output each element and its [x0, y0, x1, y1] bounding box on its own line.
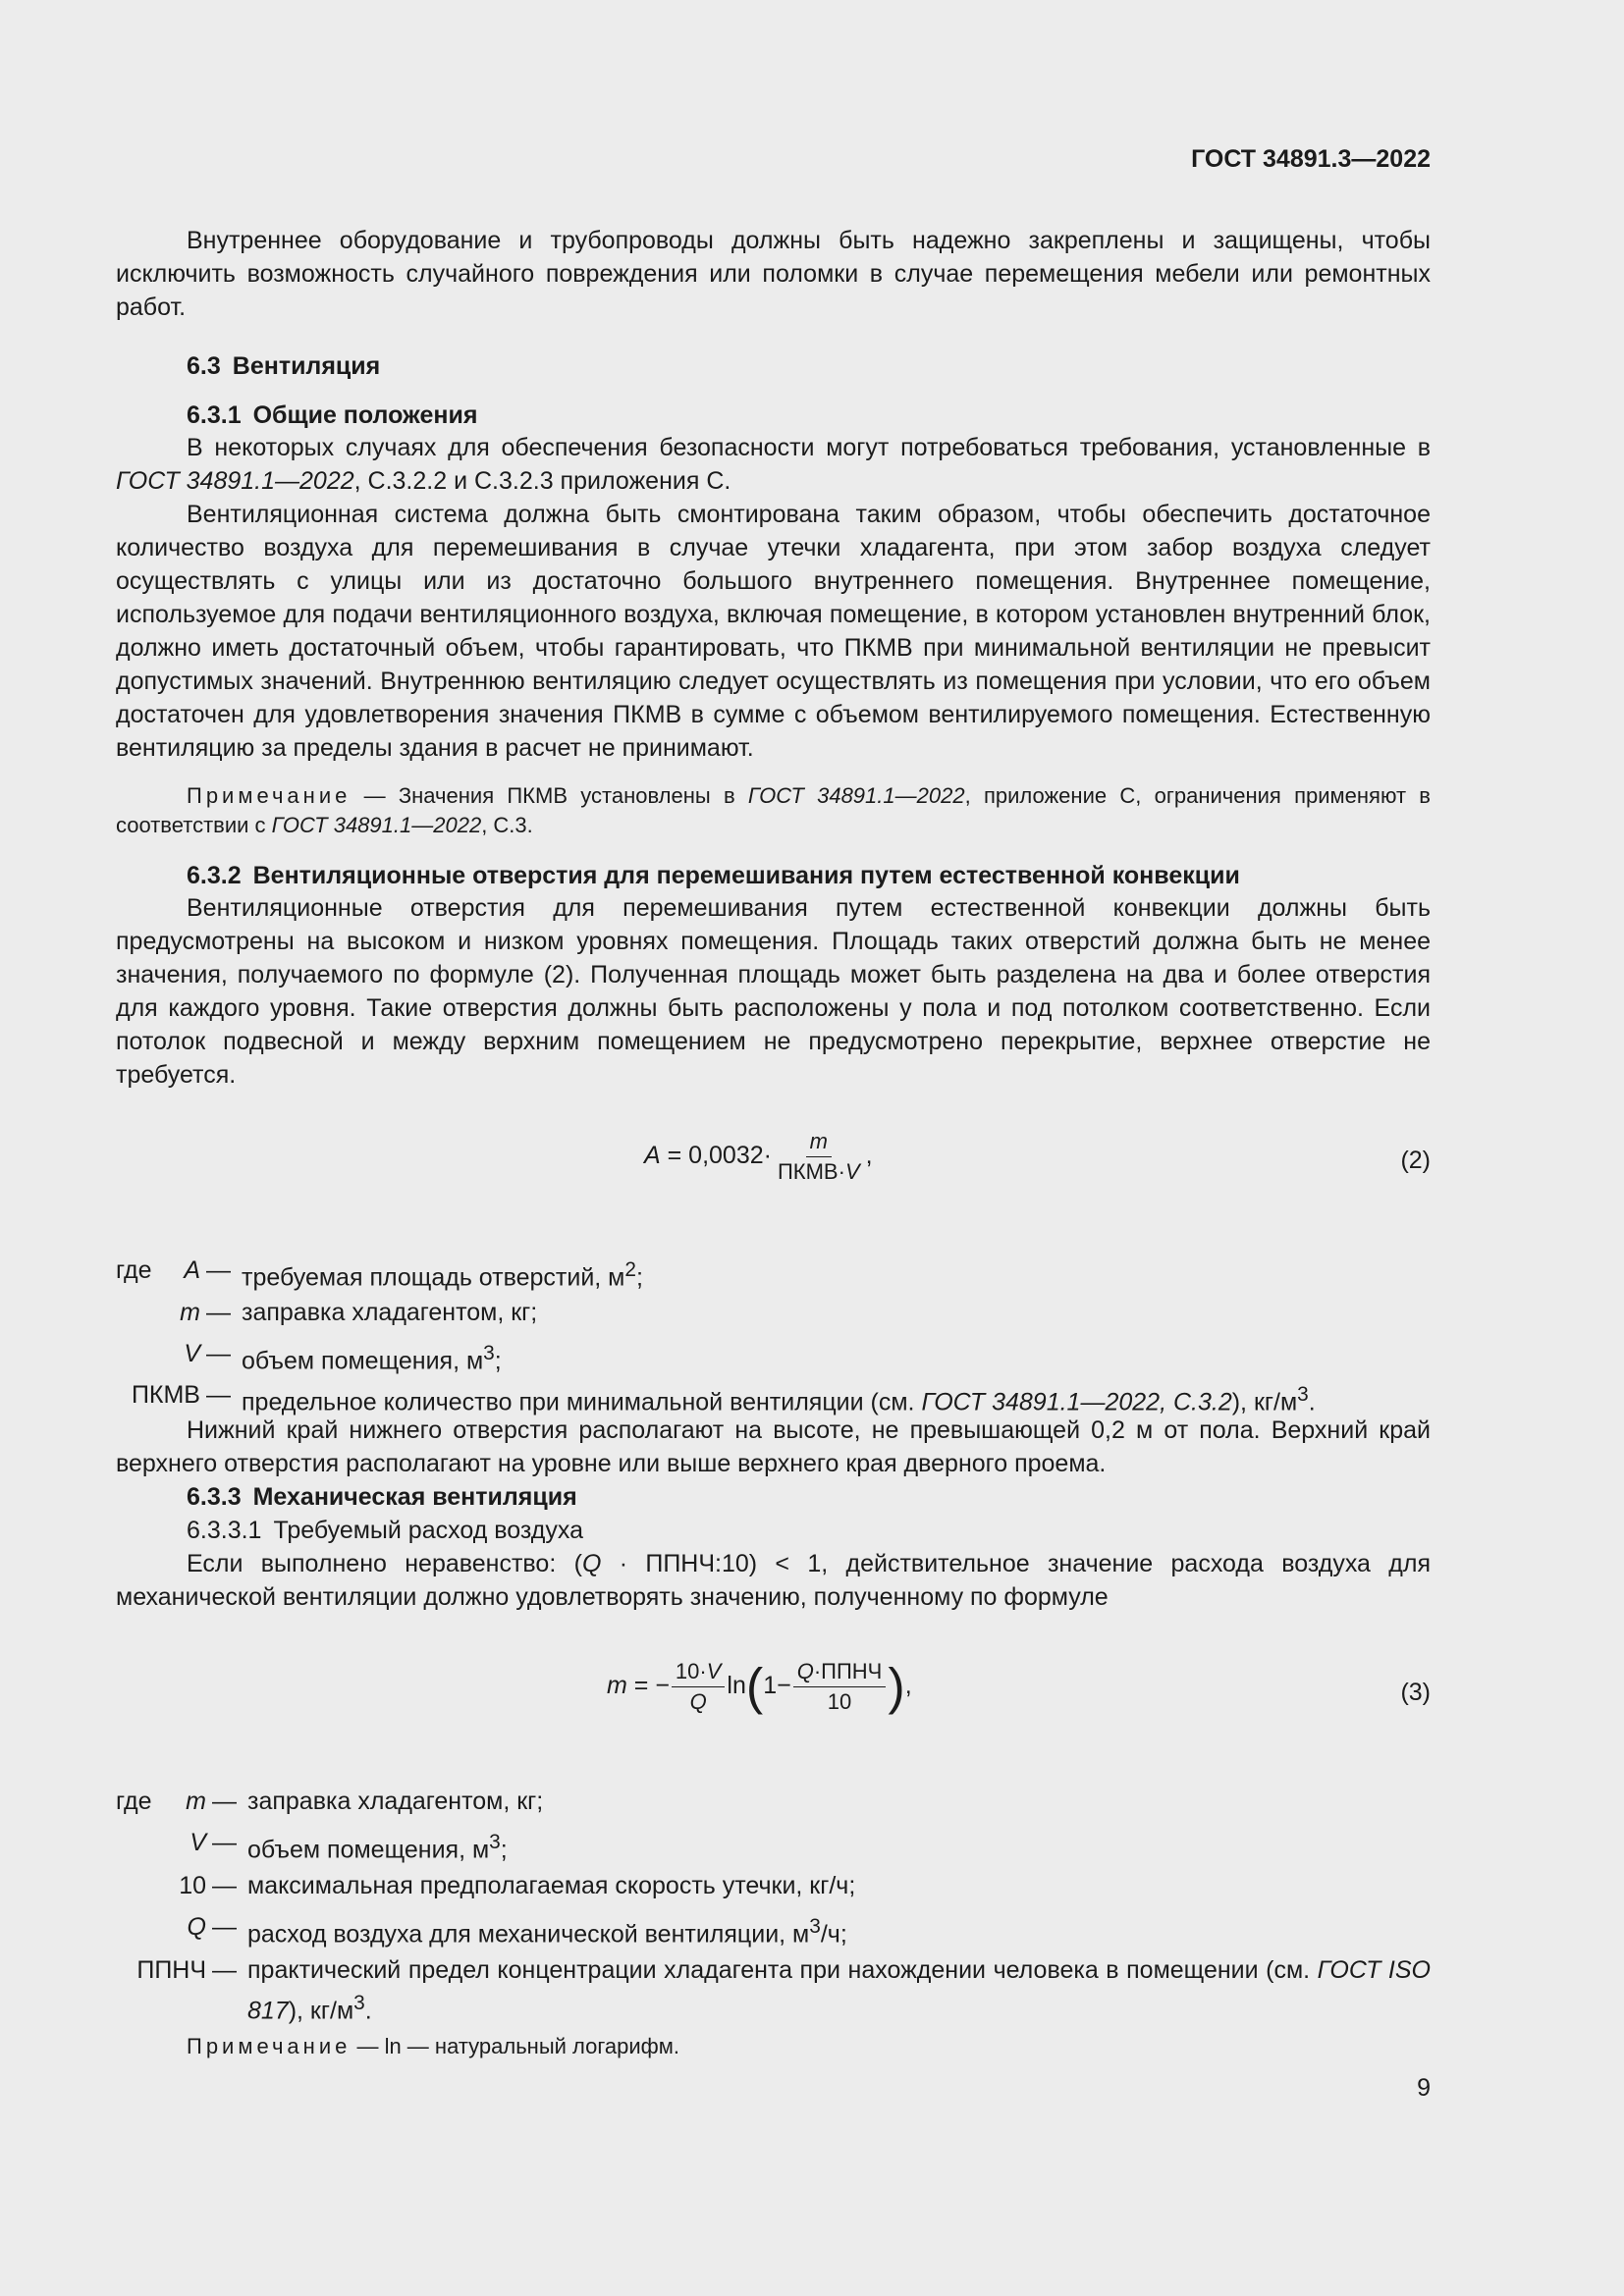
gost-reference: ГОСТ 34891.1—2022 — [116, 467, 354, 495]
formula-fraction — [793, 1659, 887, 1715]
text: В некоторых случаях для обеспечения безопасности могут потребоваться требования, установленные в — [187, 434, 1431, 461]
text: объем помещения, м — [242, 1347, 484, 1375]
document-header: ГОСТ 34891.3—2022 — [1191, 145, 1431, 173]
formula-fraction — [774, 1129, 864, 1185]
formula-tail: , — [904, 1672, 912, 1700]
definition-dash: — — [212, 1872, 237, 1899]
section-title: Требуемый расход воздуха — [273, 1517, 583, 1544]
definition-symbol: ПКМВ — [131, 1381, 200, 1409]
formula-text: 1− — [763, 1672, 791, 1700]
formula-numerator: 10· — [675, 1659, 707, 1683]
section-number: 6.3.1 — [187, 401, 242, 429]
text: — ln — натуральный логарифм. — [351, 2034, 679, 2058]
section-number: 6.3.3.1 — [187, 1517, 262, 1544]
definition-symbol: A — [184, 1256, 200, 1284]
definition-dash: — — [212, 1829, 237, 1856]
text: , С.3.2.2 и С.3.2.3 приложения С. — [353, 467, 731, 495]
section-heading-6-3-3 — [187, 1480, 577, 1514]
definition-dash: — — [206, 1256, 231, 1284]
text: ; — [500, 1836, 508, 1864]
text: практический предел концентрации хладагента при нахождении человека в помещении (см. — [247, 1956, 1318, 1984]
gost-reference: ГОСТ 34891.1—2022, С.3.2 — [921, 1388, 1232, 1416]
superscript: 3 — [809, 1915, 821, 1938]
note-label: Примечание — [187, 2034, 352, 2058]
text: ; — [635, 1263, 643, 1292]
text: объем помещения, м — [247, 1836, 490, 1864]
text: расход воздуха для механической вентиляции, м — [247, 1920, 810, 1949]
formula-symbol: V — [706, 1659, 722, 1683]
gost-reference: ГОСТ 34891.1—2022 — [271, 813, 482, 837]
definition-symbol: V — [184, 1340, 200, 1367]
formula-fraction — [672, 1659, 725, 1715]
section-heading-6-3-1 — [187, 399, 477, 432]
definition-prefix: где — [116, 1256, 152, 1284]
equation-number-3: (3) — [1400, 1679, 1431, 1706]
text: . — [1308, 1388, 1316, 1416]
formula-ln: ln — [727, 1672, 746, 1700]
definition-symbol: ППНЧ — [136, 1956, 206, 1984]
section-title: Общие положения — [252, 401, 478, 429]
definition-text — [242, 1337, 502, 1377]
formula-numerator: m — [809, 1129, 828, 1153]
definition-dash: — — [212, 1956, 237, 1984]
text: ; — [494, 1347, 502, 1375]
text: Если выполнено неравенство: ( — [187, 1550, 582, 1577]
definition-symbol: m — [186, 1788, 206, 1815]
definition-text — [242, 1254, 643, 1294]
note-label: Примечание — [187, 783, 352, 808]
equation-number-2: (2) — [1400, 1147, 1431, 1174]
superscript: 3 — [489, 1831, 501, 1853]
formula-numerator: ·ППНЧ — [813, 1659, 883, 1683]
section-number: 6.3.3 — [187, 1483, 242, 1511]
formula-symbol: Q — [581, 1550, 602, 1577]
text: · ППНЧ:10) < 1, действительное значение расхода воздуха для механической вентиляции должно удовлетворять значению, полученному по формуле — [116, 1550, 1432, 1611]
definition-dash: — — [206, 1381, 231, 1409]
text: /ч; — [820, 1920, 847, 1949]
formula-symbol: A — [644, 1142, 661, 1170]
definition-symbol: Q — [187, 1913, 206, 1941]
formula-text: = 0,0032· — [660, 1142, 772, 1170]
definition-symbol: m — [180, 1299, 200, 1326]
formula-denominator: ПКМВ· — [777, 1159, 845, 1184]
note-1 — [116, 781, 1431, 840]
superscript: 3 — [483, 1342, 495, 1364]
page-number: 9 — [1417, 2074, 1431, 2102]
formula-text: = − — [626, 1672, 670, 1700]
formula-2 — [644, 1129, 873, 1185]
text: ), кг/м — [1231, 1388, 1298, 1416]
text: требуемая площадь отверстий, м — [242, 1263, 625, 1292]
definition-symbol: V — [189, 1829, 206, 1856]
open-paren: ( — [745, 1658, 764, 1716]
definition-text — [247, 1826, 508, 1866]
superscript: 2 — [624, 1258, 636, 1281]
definition-text — [247, 1910, 847, 1950]
text: , С.3. — [481, 813, 533, 837]
definition-dash: — — [206, 1299, 231, 1326]
definition-dash: — — [212, 1913, 237, 1941]
formula-denominator: 10 — [827, 1689, 852, 1714]
formula-symbol: V — [844, 1159, 860, 1184]
text: , приложение С, ограничения применяют в соответствии с — [116, 783, 1431, 837]
paragraph-6-3-2: Вентиляционные отверстия для перемешивания путем естественной конвекции должны быть предусмотрены на высоком и низком уровнях помещения. Площадь таких отверстий должна быть не менее значения, получаемого по формуле (2). Полученная площадь может быть разделена на два и более отверстия для каждого уровня. Такие отверстия должны быть расположены у пола и под потолком соответственно. Если потолок подвесной и между верхним помещением не предусмотрено перекрытие, верхнее отверстие не требуется. — [116, 894, 1431, 1089]
close-paren: ) — [888, 1658, 905, 1716]
paragraph-6-3-3-1 — [116, 1547, 1431, 1614]
section-number: 6.3.2 — [187, 862, 242, 889]
gost-reference: ГОСТ ISO 817 — [247, 1956, 1431, 2025]
superscript: 3 — [353, 1992, 365, 2014]
formula-tail: , — [865, 1142, 873, 1170]
definition-symbol: 10 — [179, 1872, 206, 1899]
section-heading-6-3-2 — [187, 859, 1240, 892]
section-title: Механическая вентиляция — [252, 1483, 577, 1511]
text: — Значения ПКМВ установлены в — [351, 783, 748, 808]
superscript: 3 — [1297, 1383, 1309, 1406]
definition-dash: — — [212, 1788, 237, 1815]
section-number: 6.3 — [187, 352, 221, 380]
text: предельное количество при минимальной вентиляции (см. — [242, 1388, 922, 1416]
formula-3 — [607, 1659, 912, 1715]
text: . — [364, 1997, 372, 2025]
formula-symbol: Q — [796, 1659, 814, 1683]
definition-text: заправка хладагентом, кг; — [242, 1299, 538, 1326]
formula-symbol: m — [607, 1672, 627, 1700]
definition-text: максимальная предполагаемая скорость утечки, кг/ч; — [247, 1872, 856, 1899]
paragraph-6-3-1-a — [116, 431, 1431, 498]
definition-prefix: где — [116, 1788, 152, 1815]
section-title: Вентиляция — [232, 352, 381, 380]
section-title: Вентиляционные отверстия для перемешивания путем естественной конвекции — [252, 862, 1240, 889]
definition-text — [247, 1953, 1431, 2027]
formula-denominator: Q — [689, 1689, 707, 1714]
paragraph-intro: Внутреннее оборудование и трубопроводы должны быть надежно закреплены и защищены, чтобы исключить возможность случайного повреждения или поломки в случае перемещения мебели или ремонтных работ. — [116, 227, 1431, 321]
definition-text: заправка хладагентом, кг; — [247, 1788, 544, 1815]
gost-reference: ГОСТ 34891.1—2022 — [747, 783, 965, 808]
note-2 — [116, 2032, 1431, 2061]
paragraph-6-3-1-b: Вентиляционная система должна быть смонтирована таким образом, чтобы обеспечить достаточное количество воздуха для перемешивания в случае утечки хладагента, при этом забор воздуха следует осуществлять с улицы или из достаточно большого внутреннего помещения. Внутреннее помещение, используемое для подачи вентиляционного воздуха, включая помещение, в котором установлен внутренний блок, должно иметь достаточный объем, чтобы гарантировать, что ПКМВ при минимальной вентиляции не превысит допустимых значений. Внутреннюю вентиляцию следует осуществлять из помещения при условии, что его объем достаточен для удовлетворения значения ПКМВ в сумме с объемом вентилируемого помещения. Естественную вентиляцию за пределы здания в расчет не принимают. — [116, 501, 1431, 762]
definition-dash: — — [206, 1340, 231, 1367]
subsection-heading-6-3-3-1 — [187, 1514, 583, 1547]
text: ), кг/м — [288, 1997, 354, 2025]
paragraph-edges: Нижний край нижнего отверстия располагают на высоте, не превышающей 0,2 м от пола. Верхний край верхнего отверстия располагают на уровне или выше верхнего края дверного проема. — [116, 1416, 1431, 1477]
section-heading-6-3 — [187, 349, 380, 383]
